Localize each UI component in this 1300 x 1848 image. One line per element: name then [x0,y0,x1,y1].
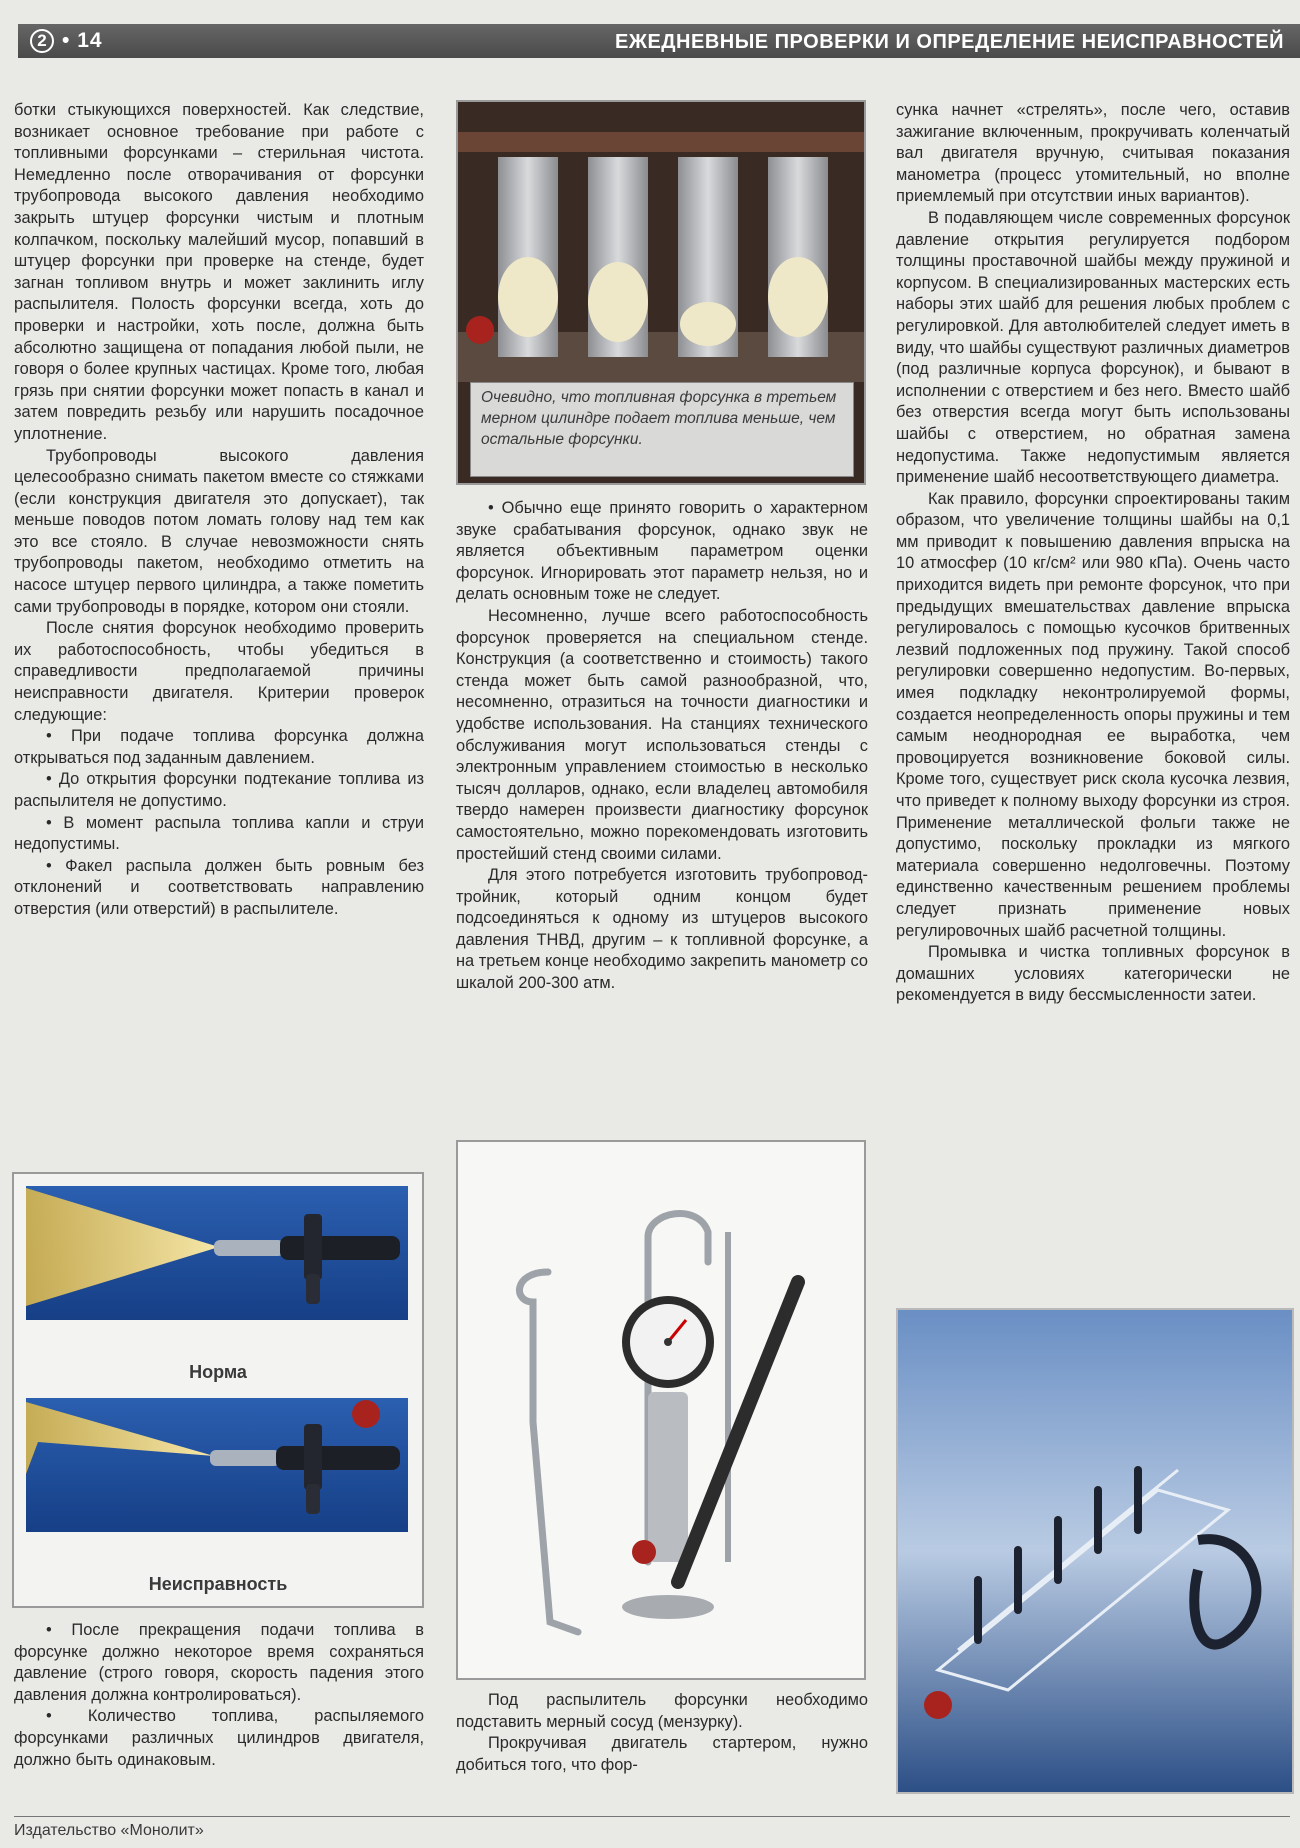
photo-caption: Очевидно, что топливная форсунка в третьем мерном цилиндре подает топлива меньше, чем остальные форсунки. [470,382,854,477]
text-column-1 [14,100,424,921]
publisher-footer: Издательство «Монолит» [14,1822,204,1839]
publisher-logo-icon [632,1540,656,1564]
spray-fault-label: Неисправность [148,1574,288,1594]
pressure-gauge-icon [622,1296,714,1388]
cylinder-2 [588,157,648,357]
paragraph: Для этого потребуется изготовить трубопровод-тройник, который одним концом будет подсоединяться к одному из штуцеров высокого давления ТНВД, другим – к топливной форсунке, а на третьем конце необходимо закрепить манометр со шкалой 200-300 атм. [456,866,868,993]
cylinder-1 [498,157,558,357]
text-column-2 [456,498,868,995]
paragraph: ботки стыкующихся поверхностей. Как следствие, возникает основное требование при работе с топливными форсунками – стерильная чистота. Немедленно после отворачивания от форсунки трубопровода высокого давления необходимо закрыть штуцер форсунки чистым и плотным колпачком, поскольку малейший мусор, попавший в штуцер форсунки при проверке на стенде, будет загнан топливом внутрь и может заклинить иглу распылителя. Полость форсунки всегда, хоть до проверки и настройки, хоть после, должна быть абсолютно защищена от попадания любой пыли, не говоря о более крупных частицах. Кроме того, любая грязь при снятии форсунки может попасть в канал и затем повредить резьбу или нарушить посадочное уплотнение. [14,101,424,443]
bullet-item: • В момент распыла топлива капли и струи недопустимы. [14,813,424,854]
paragraph: После снятия форсунок необходимо проверить их работоспособность, чтобы убедиться в справедливости предполагаемой причины неисправности двигателя. Критерии проверок следующие: [14,619,424,724]
text-column-3 [896,100,1290,1007]
measuring-cylinders-photo [456,100,866,485]
text-column-1-bottom [14,1620,424,1771]
text-column-2-bottom [456,1690,868,1776]
bullet-item: • После прекращения подачи топлива в форсунке должно некоторое время сохраняться давление (строго говоря, скорость падения этого давления должна контролироваться). [14,1621,424,1704]
paragraph: В подавляющем числе современных форсунок давление открытия регулируется подбором толщины проставочной шайбы между пружиной и корпусом. В специализированных мастерских есть наборы этих шайб для решения любых проблем с регулировкой. Для автолюбителей следует иметь в виду, что шайбы существуют различных диаметров (под различные корпуса форсунок), и бывают в исполнении с отверстием и без него. Вместо шайб без отверстия всегда могут быть использованы шайбы с отверстием, но обратная замена недопустима. Также недопустимым является применение шайб несоответствующего диаметра. [896,208,1290,487]
spray-normal-label: Норма [189,1362,247,1382]
page-number-value: 14 [77,29,103,52]
bullet-item: • Факел распыла должен быть ровным без отклонений и соответствовать направлению отверстия (или отверстий) в распылителе. [14,856,424,918]
publisher-logo-icon [924,1691,952,1719]
bullet-item: • Количество топлива, распыляемого форсунками различных цилиндров двигателя, должно быть одинаковым. [14,1707,424,1769]
bullet-item: • При подаче топлива форсунка должна открываться под заданным давлением. [14,727,424,767]
bullet-item: • Обычно еще принято говорить о характерном звуке срабатывания форсунок, однако звук не является объективным параметром оценки форсунок. Игнорировать этот параметр нельзя, но и делать основным тоже не следует. [456,499,868,604]
cylinder-4 [768,157,828,357]
paragraph: Под распылитель форсунки необходимо подставить мерный сосуд (мензурку). [456,1691,868,1731]
injector-rack-photo [896,1308,1294,1794]
spray-illustration [14,1174,422,1606]
cylinder-3 [678,157,738,357]
spray-pattern-figure [12,1172,424,1608]
header-bullet: • [62,29,71,52]
footer-divider [14,1816,1290,1817]
pipe-left [519,1272,578,1632]
pump-body [648,1392,688,1562]
paragraph: Прокручивая двигатель стартером, нужно добиться того, что фор- [456,1734,868,1774]
paragraph: Промывка и чистка топливных форсунок в домашних условиях категорически не рекомендуется в виду бессмысленности затеи. [896,943,1290,1005]
section-title: ЕЖЕДНЕВНЫЕ ПРОВЕРКИ И ОПРЕДЕЛЕНИЕ НЕИСПРАВНОСТЕЙ [615,31,1284,53]
paragraph: Трубопроводы высокого давления целесообразно снимать пакетом вместе со стяжками (если конструкция двигателя это допускает), так меньше поводов потом ломать голову над тем как это все стояло. В случае невозможности снять трубопроводы пакетом, необходимо отметить на насосе штуцер первого цилиндра, а также пометить сами трубопроводы в порядке, котором они стояли. [14,446,424,616]
paragraph: Несомненно, лучше всего работоспособность форсунок проверяется на специальном стенде. Конструкция (а соответственно и стоимость) такого стенда может быть самой разнообразной, что, несомненно, отразиться на точности диагностики и удобстве использования. На станциях технического обслуживания могут использоваться стенды с электронным управлением стоимостью в несколько тысяч долларов, однако, если владелец автомобиля твердо намерен произвести диагностику форсунок самостоятельно, можно порекомендовать изготовить простейший стенд своими силами. [456,606,868,863]
chapter-number: 2 [30,29,54,53]
injector-rack-image [898,1310,1292,1792]
bullet-item: • До открытия форсунки подтекание топлива из распылителя не допустимо. [14,770,424,810]
stand-base [622,1595,714,1619]
publisher-logo-icon [352,1400,380,1428]
injector-tester-image [458,1142,864,1678]
paragraph: Как правило, форсунки спроектированы таким образом, что увеличение толщины шайбы на 0,1 мм приводит к повышению давления впрыска на 10 атмосфер (10 кг/см² или 980 кПа). Очень часто приходится видеть при ремонте форсунок, что при предыдущих вмешательствах давление впрыска регулировалось с помощью кусочков бритвенных лезвий подложенных под пружину. Такой способ регулировки совершенно недопустим. Во-первых, имея подкладку неконтролируемой формы, создается неопределенность опоры пружины и тем самым неоднородная ее выработка, чем провоцируется возникновение боковой силы. Кроме того, существует риск скола кусочка лезвия, что приведет к полному выходу форсунки из строя. Применение металлической фольги также не допустимо, поскольку прокладки из мягкого материала совершенно недолговечны. Поэтому единственно качественным решением проблемы следует признать применение новых регулировочных шайб расчетной толщины. [896,489,1290,940]
page-header [18,24,1300,58]
injector-tester-photo [456,1140,866,1680]
page-number [62,29,103,53]
paragraph: сунка начнет «стрелять», после чего, оставив зажигание включенным, прокручивать коленчатый вал двигателя вручную, считывая показания манометра (процесс утомительный, но вполне приемлемый при отсутствии иных вариантов). [896,101,1290,206]
publisher-logo-icon [466,316,494,344]
